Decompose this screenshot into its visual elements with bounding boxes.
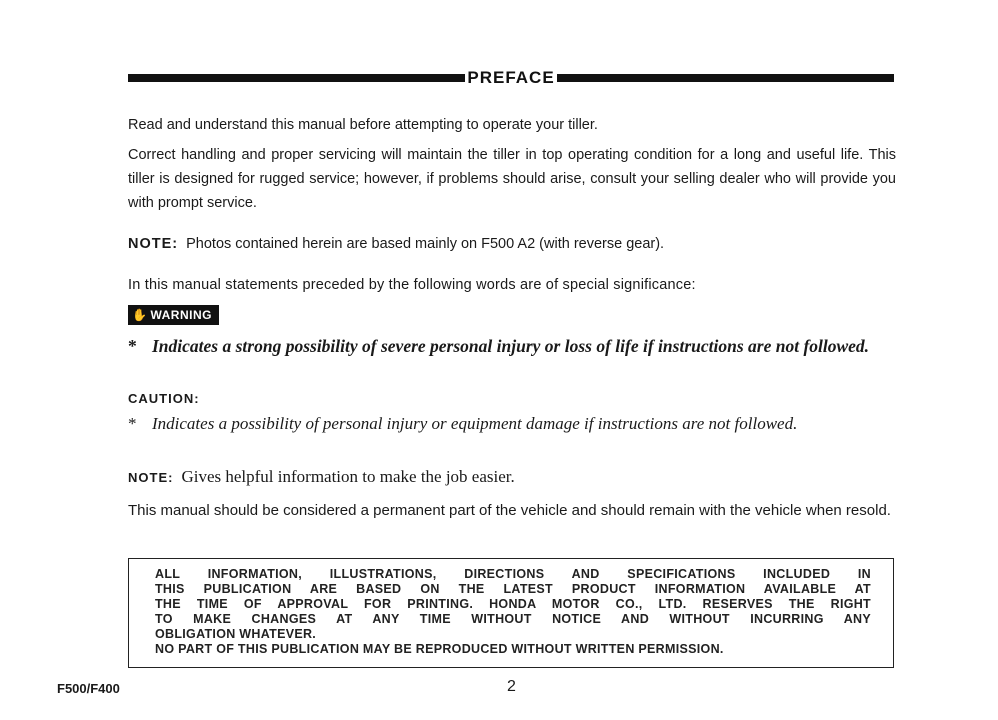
- heading-rule-left: [128, 74, 465, 82]
- bullet-star: *: [128, 336, 137, 356]
- permanent-paragraph: This manual should be considered a permanent part of the vehicle and should remain with the vehicle when resold.: [128, 502, 891, 519]
- caution-label: CAUTION:: [128, 391, 200, 406]
- heading-rule-right: [557, 74, 894, 82]
- disclaimer-line: OBLIGATION WHATEVER.: [155, 627, 317, 641]
- warning-badge: [128, 305, 219, 325]
- footer-model: F500/F400: [57, 681, 120, 696]
- disclaimer-line: ALL INFORMATION, ILLUSTRATIONS, DIRECTIONS AND SPECIFICATIONS INCLUDED IN: [155, 567, 871, 581]
- note-helpful: [128, 467, 515, 487]
- warning-text: Indicates a strong possibility of severe personal injury or loss of life if instructions are not followed.: [152, 336, 870, 356]
- warning-badge-label: WARNING: [150, 308, 212, 322]
- disclaimer-line: NO PART OF THIS PUBLICATION MAY BE REPRODUCED WITHOUT WRITTEN PERMISSION.: [155, 642, 724, 656]
- hand-warning-icon: ✋: [132, 308, 148, 322]
- page-title: PREFACE: [467, 68, 555, 87]
- statements-intro: In this manual statements preceded by the following words are of special significance:: [128, 277, 696, 293]
- page-number: 2: [507, 678, 516, 695]
- note-photos-text: Photos contained herein are based mainly on F500 A2 (with reverse gear).: [186, 236, 665, 252]
- intro-paragraph: Read and understand this manual before attempting to operate your tiller.: [128, 117, 598, 133]
- preface-heading: [128, 66, 894, 90]
- warning-description: [128, 335, 898, 357]
- caution-text: Indicates a possibility of personal injury or equipment damage if instructions are not followed.: [152, 414, 798, 433]
- note-label: NOTE:: [128, 470, 174, 485]
- disclaimer-box: [128, 558, 894, 668]
- handling-paragraph: Correct handling and proper servicing will maintain the tiller in top operating condition for a long and useful life. This tiller is designed for rugged service; however, if problems should arise, consult your selling dealer who will provide you with prompt service.: [128, 147, 896, 211]
- note-photos: [128, 232, 896, 256]
- disclaimer-line: THE TIME OF APPROVAL FOR PRINTING. HONDA MOTOR CO., LTD. RESERVES THE RIGHT: [155, 597, 871, 611]
- note-helpful-text: Gives helpful information to make the job easier.: [181, 467, 515, 486]
- note-label: NOTE:: [128, 236, 179, 252]
- caution-description: [128, 413, 898, 435]
- bullet-star: *: [128, 414, 137, 433]
- disclaimer-line: TO MAKE CHANGES AT ANY TIME WITHOUT NOTICE AND WITHOUT INCURRING ANY: [155, 612, 871, 626]
- disclaimer-line: THIS PUBLICATION ARE BASED ON THE LATEST PRODUCT INFORMATION AVAILABLE AT: [155, 582, 871, 596]
